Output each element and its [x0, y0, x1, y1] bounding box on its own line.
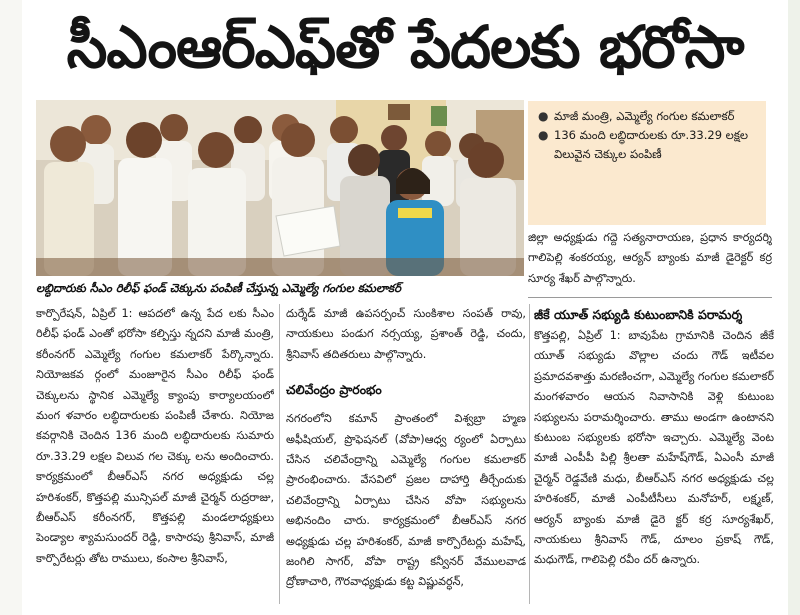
- highlights-box: [528, 101, 766, 225]
- highlight-item: [536, 107, 760, 126]
- newspaper-clipping: [22, 0, 788, 615]
- column-divider: [529, 304, 530, 604]
- highlight-text: 136 మంది లబ్ధిదారులకు రూ.33.29 లక్షల విలువైన చెక్కుల పంపిణీ: [554, 128, 748, 161]
- right-column-continuation: జిల్లా అధ్యక్షుడు గద్దె సత్యనారాయణ, ప్రధాన కార్యదర్శి గాలిపెల్లి శంకరయ్య, ఆర్యన్ బ్యాంకు మాజీ డైరెక్టర్ కర్ర సూర్య శేఖర్ పాల్గొన్నారు.: [528, 231, 772, 285]
- highlight-text: మాజీ మంత్రి, ఎమ్మెల్యే గంగుల కమలాకర్: [554, 109, 735, 123]
- column-3-body: కొత్తపల్లి, ఏప్రిల్ 1: బావుపేట గ్రామానికి చెందిన జీకే యూత్ సభ్యుడు వొల్లాల చందు గౌడ్ ఇటీవల ప్రమాదవశాత్తు మరణించగా, ఎమ్మెల్యే గంగుల కమలాకర్ మంగళవారం ఆయన నివాసానికి వెళ్లి కుటుంబ సభ్యులను పరామర్శించారు. తాము అండగా ఉంటానని కుటుంబ సభ్యులకు భరోసా ఇచ్చారు. ఎమ్మెల్యే వెంట మాజీ ఎంపీపీ పిల్లి శ్రీలతా మహేష్‌గౌడ్, ఏఎంసీ మాజీ చైర్మన్ రెడ్డవేణి మధు, బీఆర్ఎస్ నగర అధ్యక్షుడు చల్ల హరిశంకర్, మాజీ ఎంపీటీసీలు మనోహర్, లక్ష్మణ్, ఆర్యన్ బ్యాంకు మాజీ డైరె క్టర్ కర్ర సూర్యశేఖర్, నాయకులు శ్రీనివాస్ గౌడ్, దూలం ప్రకాష్ గౌడ్, మధుగౌడ్, గాలిపెల్లి రవీం దర్ ఉన్నారు.: [534, 329, 774, 567]
- column-2-body: నగరంలోని కమాన్ ప్రాంతంలో విశ్వబ్రా హ్మణ అఫీషియల్, ప్రొఫెషనల్ (వోపా)ఆధ్వ ర్యంలో ఏర్పాటు చేసిన చలివేంద్రాన్ని ఎమ్మెల్యే గంగుల కమలాకర్ ప్రారంభించారు. వేసవిలో ప్రజల దాహార్తి తీర్చేందుకు చలివేంద్రాన్ని ఏర్పాటు చేసిన వోపా సభ్యులను అభినందిం చారు. కార్యక్రమంలో బీఆర్ఎస్ నగర అధ్యక్షుడు చల్ల హరిశంకర్, మాజీ కార్పొరేటర్లు మహేష్, జంగిలి సాగర్, వోపా రాష్ట్ర కన్వీనర్ వేములవాడ ద్రోణాచారి, గౌరవాధ్యక్షుడు కట్ట విష్ణువర్ధన్,: [286, 412, 526, 589]
- bullet-icon: ●: [538, 128, 549, 142]
- article-column-3: [534, 304, 774, 604]
- highlight-item: [536, 126, 760, 164]
- column-2-subheading: చలివేంద్రం ప్రారంభం: [286, 382, 382, 398]
- page-margin-strip: [788, 0, 800, 615]
- bullet-icon: ●: [538, 109, 549, 123]
- section-divider: [528, 297, 772, 298]
- headline: సీఎంఆర్‌ఎఫ్‌తో పేదలకు భరోసా: [66, 13, 744, 81]
- column-3-subheading: జీకే యూత్ సభ్యుడి కుటుంబానికి పరామర్శ: [534, 307, 743, 322]
- article-column-2: [286, 304, 526, 604]
- article-column-1: కార్పొరేషన్, ఏప్రిల్ 1: ఆపదలో ఉన్న పేద లకు సీఎం రిలీఫ్ ఫండ్ ఎంతో భరోసా కల్పిస్తు న్నదని మాజీ మంత్రి, కరీంనగర్ ఎమ్మెల్యే గంగుల కమలాకర్ పేర్కొన్నారు. నియోజకవ ర్గంలో మంజూరైన సీఎం రిలీఫ్ ఫండ్ చెక్కులను స్థానిక ఎమ్మెల్యే క్యాంపు కార్యాలయంలో మంగ ళవారం లబ్ధిదారులకు పంపిణీ చేశారు. నియోజ కవర్గానికి చెందిన 136 మంది లబ్ధిదారులకు సుమారు రూ.33.29 లక్షల విలువ గల చెక్కు లను అందించారు. కార్యక్రమంలో బీఆర్ఎస్ నగర అధ్యక్షుడు చల్ల హరిశంకర్, కొత్తపల్లి మున్సిపల్ మాజీ చైర్మన్ రుద్రరాజు, బీఆర్ఎస్ కరీంనగర్, కొత్తపల్లి మండలాధ్యక్షులు పెండ్యాల శ్యామసుందర్ రెడ్డి, కాసారపు శ్రీనివాస్, మాజీ కార్పొరేటర్లు తోట రాములు, కంసాల శ్రీనివాస్,: [36, 307, 274, 565]
- column-divider: [279, 304, 280, 604]
- photo-caption: లబ్ధిదారుకు సీఎం రిలీఫ్ ఫండ్ చెక్కును పంపిణీ చేస్తున్న ఎమ్మెల్యే గంగుల కమలాకర్: [36, 281, 401, 295]
- column-2-intro: దుర్శేడ్ మాజీ ఉపసర్పంచ్ సుంకిశాల సంపత్ రావు, నాయకులు పండుగ నర్సయ్య, ప్రశాంత్ రెడ్డి, చందు, శ్రీనివాస్ తదితరులు పాల్గొన్నారు.: [286, 307, 526, 361]
- news-photo: [36, 100, 524, 276]
